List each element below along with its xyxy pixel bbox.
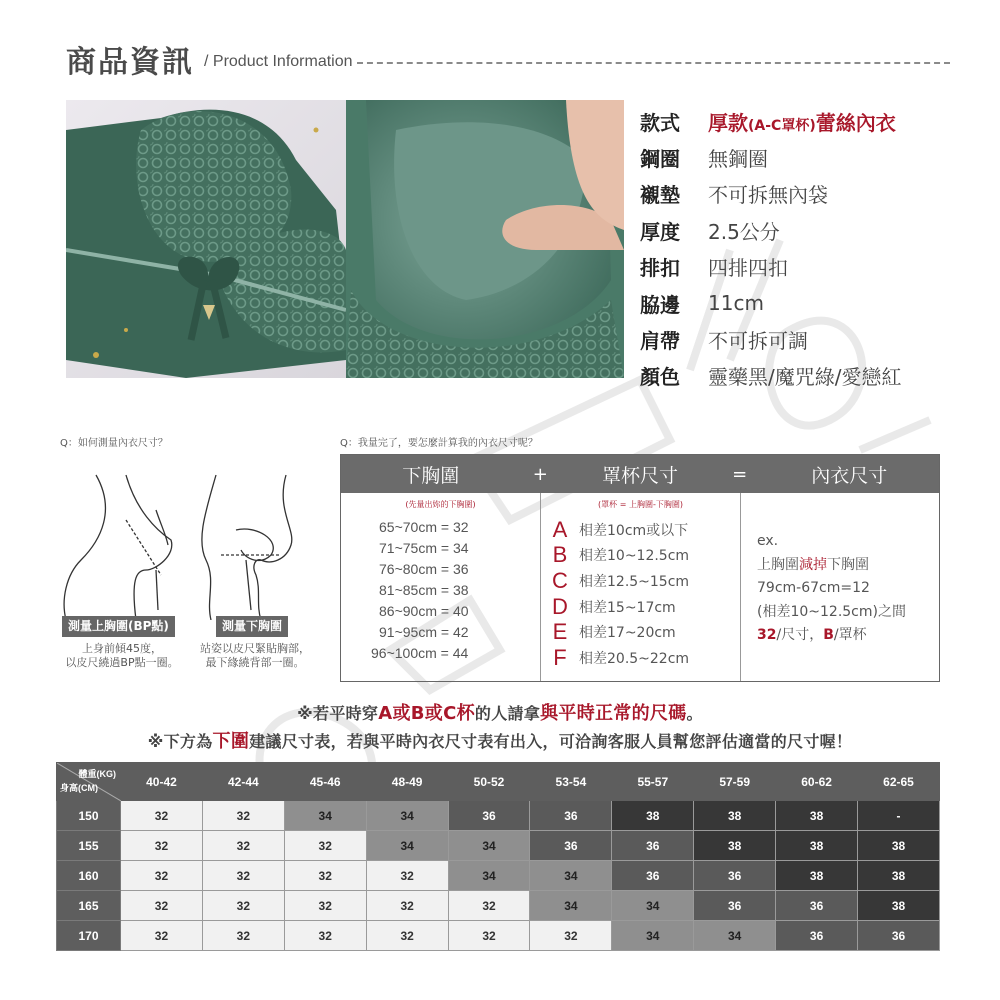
band-item: 71~75cm = 34 — [379, 540, 469, 556]
weight-header: 45-46 — [284, 763, 366, 801]
size-cell: 34 — [366, 831, 448, 861]
size-cell: 36 — [530, 801, 612, 831]
example-block — [741, 493, 941, 648]
example-text: 下胸圍 — [827, 556, 869, 573]
example-formula — [757, 554, 941, 578]
example-range: (相差10~12.5cm)之間 — [757, 603, 906, 620]
cup-letter: D — [552, 593, 568, 619]
note-text: ※若平時穿 — [297, 704, 379, 723]
band-item: 91~95cm = 42 — [379, 624, 469, 640]
height-header: 155 — [57, 831, 121, 861]
table-row — [57, 831, 940, 861]
spec-row-side — [640, 285, 970, 321]
head-bra-size: 內衣尺寸 — [811, 464, 888, 487]
spec-value-tail: 蕾絲內衣 — [815, 110, 896, 135]
section-header — [66, 40, 950, 80]
head-cup: 罩杯尺寸 — [601, 464, 678, 487]
spec-label: 排扣 — [640, 256, 680, 281]
table-row — [57, 891, 940, 921]
size-cell: 36 — [776, 921, 858, 951]
size-calc-body — [341, 493, 939, 681]
spec-label: 肩帶 — [640, 329, 680, 354]
spec-row-hooks — [640, 249, 970, 285]
example-text: 上胸圍 — [757, 556, 799, 573]
example-text: /罩杯 — [833, 627, 867, 643]
spec-value: 不可拆可調 — [708, 329, 808, 354]
size-cell: 32 — [366, 921, 448, 951]
cup-note: (罩杯 = 上胸圍-下胸圍) — [598, 500, 683, 509]
cup-text: 相差20.5~22cm — [579, 650, 690, 667]
size-cell: 32 — [202, 801, 284, 831]
note-line-2 — [0, 728, 1000, 756]
spec-value: 11cm — [708, 291, 764, 316]
spec-row-wire — [640, 139, 970, 175]
grid-body — [57, 801, 940, 951]
weight-header: 55-57 — [612, 763, 694, 801]
bust-desc-line: 上身前傾45度， — [82, 642, 162, 655]
bust-measure-label: 測量上胸圍(BP點) — [62, 616, 175, 637]
size-cell: 32 — [202, 861, 284, 891]
cup-letter: C — [552, 567, 568, 593]
size-cell: 32 — [121, 801, 203, 831]
spec-label: 顏色 — [640, 365, 680, 390]
table-row — [57, 861, 940, 891]
size-cell: 36 — [694, 891, 776, 921]
cup-item — [541, 568, 740, 594]
size-cell: 32 — [366, 891, 448, 921]
note-highlight: A或B或C杯 — [378, 703, 475, 724]
equals-sign: = — [732, 463, 748, 485]
spec-label: 脇邊 — [640, 292, 680, 317]
spec-row-pad — [640, 176, 970, 212]
cup-letter: E — [552, 619, 568, 645]
example-column — [741, 493, 941, 681]
dashed-divider — [357, 62, 950, 64]
measure-illustration — [56, 470, 316, 620]
size-cell: 38 — [776, 861, 858, 891]
note-text: 建議尺寸表，若與平時內衣尺寸表有出入，可洽詢客服人員幫您評估適當的尺寸喔！ — [249, 732, 853, 751]
spec-row-thickness — [640, 212, 970, 248]
underbust-note: (先量出妳的下胸圍) — [405, 500, 476, 509]
weight-header: 57-59 — [694, 763, 776, 801]
note-text: 的人請拿 — [474, 704, 541, 723]
weight-header: 40-42 — [121, 763, 203, 801]
spec-label: 款式 — [640, 110, 680, 135]
band-item: 96~100cm = 44 — [371, 645, 469, 661]
size-cell: 38 — [776, 831, 858, 861]
cup-letter: A — [552, 516, 568, 542]
spec-value: 四排四扣 — [708, 256, 788, 281]
product-photo-front — [66, 100, 624, 378]
size-cell: 32 — [121, 831, 203, 861]
size-cell: 38 — [858, 831, 940, 861]
cup-item — [541, 619, 740, 645]
cup-item — [541, 543, 740, 569]
size-cell: 32 — [202, 921, 284, 951]
size-cell: 36 — [612, 861, 694, 891]
bust-measure-desc — [56, 642, 188, 670]
height-header: 160 — [57, 861, 121, 891]
grid-header-row — [57, 763, 940, 801]
note-text: ※下方為 — [147, 732, 213, 751]
spec-label: 襯墊 — [640, 183, 680, 208]
weight-header: 48-49 — [366, 763, 448, 801]
height-header: 150 — [57, 801, 121, 831]
size-cell: 32 — [121, 921, 203, 951]
size-cell: 38 — [612, 801, 694, 831]
underbust-measure-label: 測量下胸圍 — [216, 616, 288, 637]
cup-text: 相差10cm或以下 — [579, 522, 689, 539]
weight-header: 53-54 — [530, 763, 612, 801]
underbust-desc-line: 最下緣繞背部一圈。 — [205, 656, 305, 669]
spec-label: 鋼圈 — [640, 147, 680, 172]
example-prefix: ex. — [757, 533, 779, 549]
cup-text: 相差15~17cm — [579, 599, 676, 616]
cup-column — [541, 493, 741, 681]
table-row — [57, 921, 940, 951]
size-recommend-grid — [56, 762, 940, 951]
band-item: 76~80cm = 36 — [379, 561, 469, 577]
size-cell: 32 — [121, 861, 203, 891]
spec-value: 2.5公分 — [708, 219, 780, 244]
size-cell: 34 — [448, 831, 530, 861]
spec-label: 厚度 — [640, 219, 680, 244]
cup-list — [541, 517, 740, 671]
note-line-1 — [0, 700, 1000, 728]
size-cell: 34 — [284, 801, 366, 831]
size-cell: 34 — [612, 921, 694, 951]
weight-header: 42-44 — [202, 763, 284, 801]
height-header: 170 — [57, 921, 121, 951]
size-calc-table — [340, 454, 940, 682]
head-underbust: 下胸圍 — [402, 464, 460, 487]
size-cell: 36 — [448, 801, 530, 831]
size-cell: - — [858, 801, 940, 831]
section-title-en: / Product Information — [204, 53, 353, 70]
note-highlight: 與平時正常的尺碼 — [540, 703, 687, 724]
grid-corner — [57, 763, 121, 801]
size-cell: 34 — [448, 861, 530, 891]
size-cell: 32 — [530, 921, 612, 951]
question-how-to-calculate: Q：我量完了，要怎麼計算我的內衣尺寸呢？ — [340, 438, 538, 449]
example-cup: B — [823, 627, 834, 643]
example-text: /尺寸， — [776, 627, 824, 643]
product-photos — [66, 100, 624, 378]
size-cell: 36 — [776, 891, 858, 921]
spec-row-strap — [640, 321, 970, 357]
example-calc: 79cm-67cm=12 — [757, 580, 870, 596]
note-text: 。 — [686, 704, 703, 723]
size-cell: 32 — [202, 891, 284, 921]
spec-row-color — [640, 358, 970, 394]
example-result — [757, 624, 941, 648]
weight-axis-label: 體重(KG) — [78, 769, 116, 779]
cup-letter: B — [552, 542, 568, 568]
height-axis-label: 身高(CM) — [60, 783, 98, 793]
height-header: 165 — [57, 891, 121, 921]
spec-value: 不可拆無內袋 — [708, 183, 828, 208]
size-cell: 36 — [530, 831, 612, 861]
cup-item — [541, 517, 740, 543]
spec-row-style — [640, 103, 970, 139]
table-row — [57, 801, 940, 831]
example-highlight: 減掉 — [799, 556, 827, 573]
underbust-column — [341, 493, 541, 681]
note-highlight: 下圍 — [212, 731, 250, 752]
example-size: 32 — [757, 627, 777, 643]
size-cell: 32 — [366, 861, 448, 891]
size-cell: 34 — [694, 921, 776, 951]
size-cell: 36 — [612, 831, 694, 861]
spec-value-main: 厚款 — [708, 110, 748, 135]
band-item: 65~70cm = 32 — [379, 519, 469, 535]
size-cell: 34 — [366, 801, 448, 831]
spec-list — [640, 103, 970, 394]
size-cell: 32 — [284, 861, 366, 891]
size-cell: 32 — [284, 831, 366, 861]
plus-sign: + — [532, 463, 548, 485]
size-cell: 38 — [858, 861, 940, 891]
bust-desc-line: 以皮尺繞過BP點一圈。 — [65, 656, 179, 669]
cup-item — [541, 594, 740, 620]
question-how-to-measure: Q：如何測量內衣尺寸？ — [60, 438, 168, 449]
size-cell: 36 — [694, 861, 776, 891]
size-cell: 32 — [284, 891, 366, 921]
size-cell: 32 — [448, 921, 530, 951]
underbust-measure-desc — [190, 642, 320, 670]
weight-header: 60-62 — [776, 763, 858, 801]
band-item: 86~90cm = 40 — [379, 603, 469, 619]
size-cell: 32 — [284, 921, 366, 951]
size-cell: 32 — [202, 831, 284, 861]
size-cell: 32 — [448, 891, 530, 921]
weight-header: 62-65 — [858, 763, 940, 801]
size-calc-header — [341, 455, 939, 493]
spec-value: 靈藥黑/魔咒綠/愛戀紅 — [708, 365, 902, 390]
band-item: 81~85cm = 38 — [379, 582, 469, 598]
size-cell: 34 — [530, 891, 612, 921]
band-list — [341, 517, 540, 664]
spec-value — [708, 107, 896, 136]
cup-letter: F — [553, 644, 567, 670]
size-cell: 32 — [121, 891, 203, 921]
size-cell: 38 — [694, 831, 776, 861]
cup-text: 相差10~12.5cm — [579, 548, 690, 565]
cup-item — [541, 645, 740, 671]
spec-value-small: (A-C罩杯) — [748, 117, 816, 134]
size-cell: 38 — [694, 801, 776, 831]
size-cell: 38 — [858, 891, 940, 921]
size-cell: 34 — [530, 861, 612, 891]
size-notes — [0, 700, 1000, 756]
size-cell: 34 — [612, 891, 694, 921]
size-cell: 38 — [776, 801, 858, 831]
cup-text: 相差17~20cm — [579, 625, 676, 642]
size-cell: 36 — [858, 921, 940, 951]
spec-value: 無鋼圈 — [708, 147, 768, 172]
underbust-desc-line: 站姿以皮尺緊貼胸部， — [200, 642, 310, 655]
cup-text: 相差12.5~15cm — [579, 573, 690, 590]
section-title-cn: 商品資訊 — [66, 45, 194, 80]
weight-header: 50-52 — [448, 763, 530, 801]
